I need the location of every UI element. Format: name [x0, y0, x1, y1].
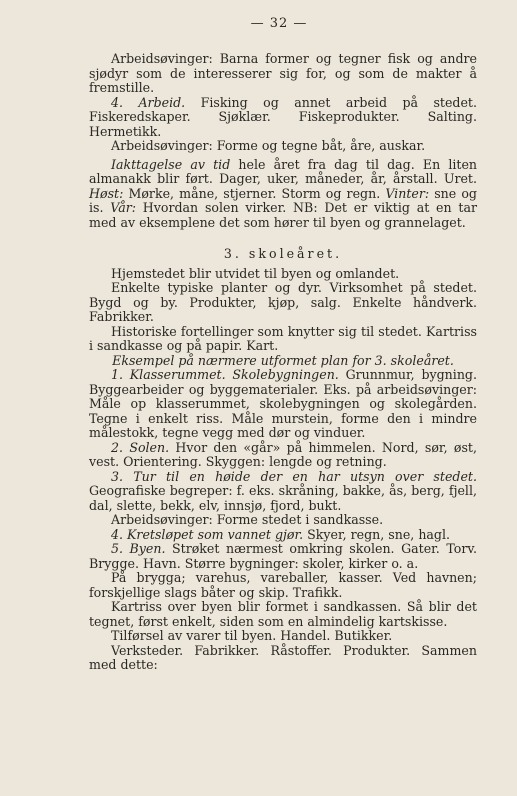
heading-work: 4. Arbeid. [111, 94, 186, 110]
time-observation-text: hele året fra dag til dag. En liten almanakk blir ført. Dager, uker, måneder, år, årstall. Uret. [89, 156, 478, 186]
label-winter: Vinter: [385, 185, 430, 201]
paragraph-hometown: Hjemstedet blir utvidet til byen og omlandet. [111, 265, 400, 281]
heading-water-cycle: 4. Kretsløpet som vannet gjør. [111, 526, 304, 542]
label-autumn: Høst: [89, 185, 124, 201]
paragraph-workshops: Verksteder. Fabrikker. Råstoffer. Produkter. Sammen med dette: [89, 642, 477, 672]
paragraph-pier: På brygga; varehus, vareballer, kasser. Ved havnen; forskjellige slags båter og skip. Trafikk. [89, 570, 477, 600]
page-number: — 32 — [250, 16, 308, 31]
paragraph-sandbox-map: Kartriss over byen blir formet i sandkassen. Så blir det tegnet, først enkelt, siden som en almindelig kartskisse. [89, 599, 477, 629]
heading-time-observation: Iakttagelse av tid [111, 156, 231, 172]
trip-text: Geografiske begreper: f. eks. skråning, bakke, ås, berg, fjell, dal, slette, bekk, elv, innsjø, fjord, bukt. [89, 483, 477, 513]
paragraph-work-text: Fisking og annet arbeid på stedet. Fiskeredskaper. Sjøklær. Fiskeprodukter. Salting. Hermetikk. [89, 94, 477, 139]
paragraph-plants-animals: Enkelte typiske planter og dyr. Virksomhet på stedet. Bygd og by. Produkter, kjøp, salg. Enkelte håndverk. Fabrikker. [89, 280, 477, 324]
winter-text: sne og is. [89, 185, 477, 215]
water-cycle-text: Skyer, regn, sne, hagl. [303, 526, 451, 542]
paragraph-city [89, 542, 477, 571]
paragraph-time-observation [89, 158, 477, 231]
classroom-text: Grunnmur, bygning. Byggearbeider og byggematerialer. Eks. på arbeidsøvinger: Måle op klasserummet, skolebygningen og skolegården. Tegne i enkelt riss. Måle murstein, forme den i mindre målestokk, tegne vegg med dør og vinduer. [89, 367, 477, 440]
paragraph-classroom [89, 368, 477, 441]
paragraph-trip [89, 470, 477, 514]
paragraph-goods: Tilførsel av varer til byen. Handel. Butikker. [111, 628, 393, 643]
example-heading: Eksempel på nærmere utformet plan for 3. skoleåret. [112, 352, 454, 368]
section-heading: 3. skoleåret. [223, 246, 343, 261]
paragraph-water-cycle [89, 528, 477, 543]
heading-sun: 2. Solen. [111, 439, 170, 455]
paragraph-history: Historiske fortellinger som knytter sig til stedet. Kartriss i sandkasse og på papir. Kart. [89, 323, 477, 353]
sun-text: Hvor den «går» på himmelen. Nord, sør, øst, vest. Orientering. Skyggen: lengde og retning. [89, 439, 477, 469]
paragraph-work-exercises-3: Arbeidsøvinger: Forme stedet i sandkasse. [111, 512, 384, 527]
heading-trip: 3. Tur til en høide der en har utsyn over stedet. [111, 468, 477, 484]
city-text: Strøket nærmest omkring skolen. Gater. Torv. Brygge. Havn. Større bygninger: skoler, kirker o. a. [89, 541, 477, 571]
autumn-text: Mørke, måne, stjerner. Storm og regn. [123, 185, 386, 201]
paragraph-work [89, 96, 477, 140]
paragraph-sun [89, 441, 477, 470]
label-spring: Vår: [110, 200, 136, 215]
paragraph-work-exercises-2: Arbeidsøvinger: Forme og tegne båt, åre, auskar. [111, 138, 426, 153]
spring-text: Hvordan solen virker. NB: Det er viktig at en tar med av eksemplene det som hører til byen og grannelaget. [89, 200, 477, 230]
paragraph-work-exercises-1: Arbeidsøvinger: Barna former og tegner fisk og andre sjødyr som de interesserer sig for, og som de makter å fremstille. [89, 51, 477, 95]
heading-classroom: 1. Klasserummet. Skolebygningen. [111, 367, 339, 382]
heading-city: 5. Byen. [111, 541, 166, 556]
